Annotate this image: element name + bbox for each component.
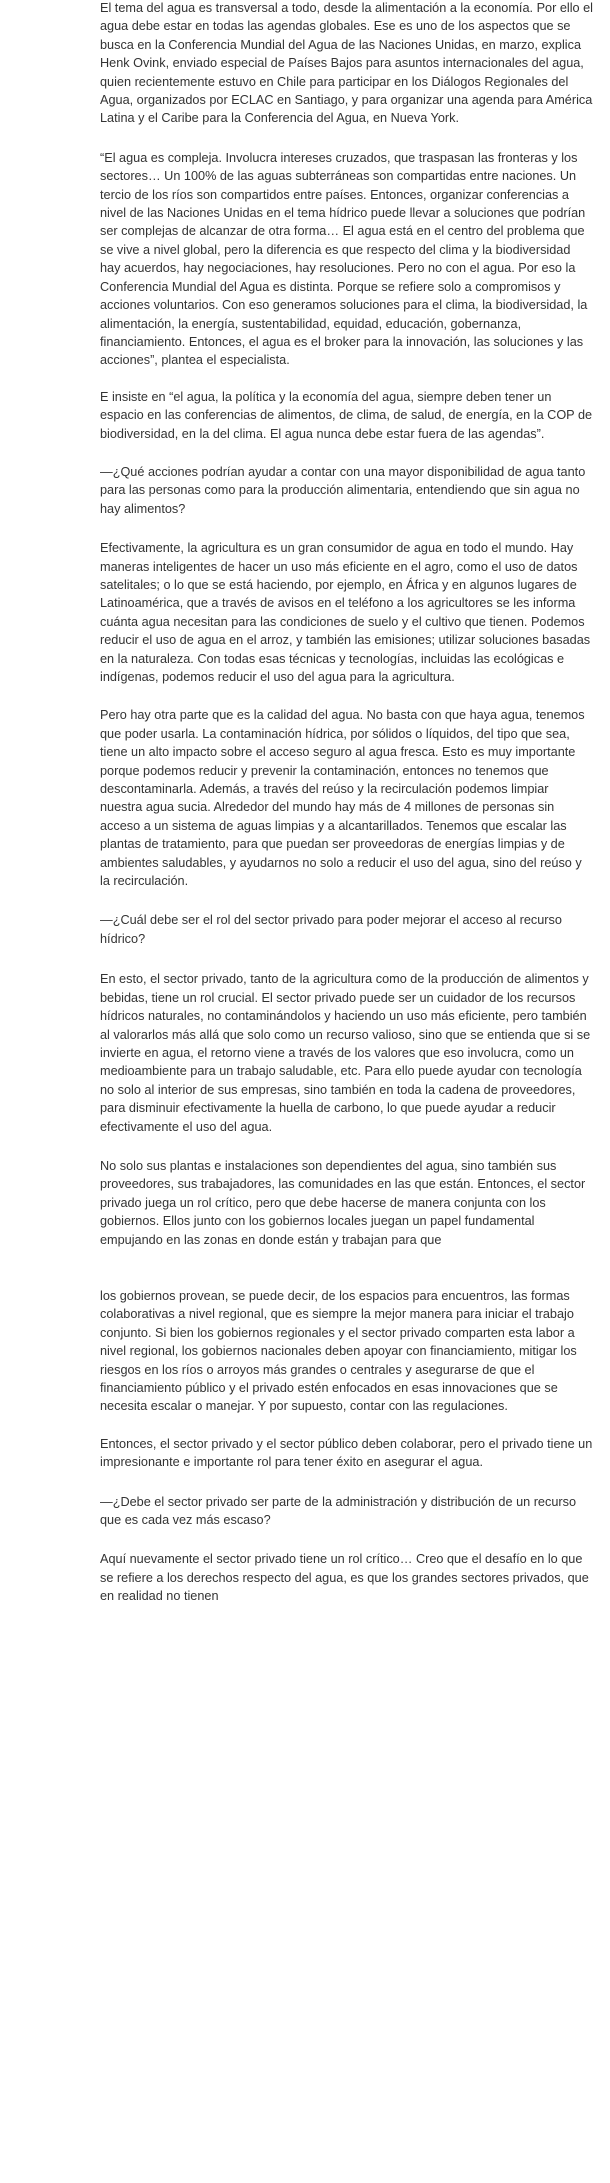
paragraph-quote: “El agua es compleja. Involucra intereses cruzados, que traspasan las fronteras y los sectores… Un 100% de las aguas subterráneas son compartidas entre naciones. Un tercio de los ríos son compartidos entre países. Entonces, organizar conferencias a nivel de las Naciones Unidas en el tema hídrico puede llevar a soluciones que podrían ser complejas de alcanzar de otra forma… El agua está en el centro del problema que se vive a nivel global, pero la diferencia es que respecto del clima y la biodiversidad hay acuerdos, hay negociaciones, hay resoluciones. Pero no con el agua. Por eso la Conferencia Mundial del Agua es distinta. Porque se refiere solo a compromisos y acciones voluntarios. Con eso generamos soluciones para el clima, la biodiversidad, la alimentación, la energía, sustentabilidad, equidad, educación, gobernanza, financiamiento. Entonces, el agua es el broker para la innovación, las soluciones y las acciones”, plantea el especialista. (100, 150, 588, 368)
paragraph-collaboration: Entonces, el sector privado y el sector público deben colaborar, pero el privado tiene un impresionante e importante rol para tener éxito en asegurar el agua. (100, 1436, 593, 1470)
paragraph-private-sector: En esto, el sector privado, tanto de la agricultura como de la producción de alimentos y bebidas, tiene un rol crucial. El sector privado puede ser un cuidador de los recursos hídricos naturales, no contaminándolos y haciendo un uso más eficiente, pero también al valorarlos más allá que solo como un recurso valioso, sino que se entienda que si se invierte en agua, el retorno viene a través de los valores que eso involucra, como un medioambiente para un trabajo saludable, etc. Para ello puede ayudar con tecnología no solo al interior de sus empresas, sino también en toda la cadena de proveedores, para disminuir efectivamente la huella de carbono, lo que puede ayudar a reducir efectivamente el uso del agua. (100, 972, 591, 1134)
paragraph-intro: El tema del agua es transversal a todo, desde la alimentación a la economía. Por ello el agua debe estar en todas las agendas globales. Ese es uno de los aspectos que se busca en la Conferencia Mundial del Agua de las Naciones Unidas, en marzo, explica Henk Ovink, enviado especial de Países Bajos para asuntos internacionales del agua, quien recientemente estuvo en Chile para participar en los Diálogos Regionales del Agua, organizados por ECLAC en Santiago, y para organizar una agenda para América Latina y el Caribe para la Conferencia del Agua, en Nueva York. (100, 1, 593, 126)
interview-question-1: —¿Qué acciones podrían ayudar a contar con una mayor disponibilidad de agua tanto para las personas como para la producción alimentaria, entendiendo que sin agua no hay alimentos? (100, 464, 586, 516)
paragraph-agriculture: Efectivamente, la agricultura es un gran consumidor de agua en todo el mundo. Hay maneras inteligentes de hacer un uso más eficiente en el agro, como el uso de datos satelitales; o lo que se está haciendo, por ejemplo, en África y en algunos lugares de Latinoamérica, que a través de avisos en el teléfono a los agricultores se les informa cuánta agua necesitan para las condiciones de suelo y el cultivo que tienen. Podemos reducir el uso de agua en el arroz, y también las emisiones; utilizar soluciones basadas en la naturaleza. Con todas esas técnicas y tecnologías, incluidas las ecológicas e indígenas, podemos reducir el uso del agua para la agricultura. (100, 541, 591, 684)
paragraph-water-quality: Pero hay otra parte que es la calidad del agua. No basta con que haya agua, tenemos que poder usarla. La contaminación hídrica, por sólidos o líquidos, del tipo que sea, tiene un alto impacto sobre el acceso seguro al agua fresca. Esto es muy importante porque podemos reducir y prevenir la contaminación, entonces no tenemos que descontaminarla. Además, a través del reúso y la recirculación podemos limpiar nuestra agua sucia. Alrededor del mundo hay más de 4 millones de personas sin acceso a un sistema de aguas limpias y a alcantarillados. Tenemos que escalar las plantas de tratamiento, para que puedan ser proveedoras de energías limpias y de ambientes saludables, y ayudarnos no solo a reducir el uso del agua, sino del reúso y la recirculación. (100, 708, 585, 889)
paragraph-rights: Aquí nuevamente el sector privado tiene un rol crítico… Creo que el desafío en lo que se refiere a los derechos respecto del agua, es que los grandes sectores privados, que en realidad no tienen (100, 1552, 589, 1604)
interview-question-3: —¿Debe el sector privado ser parte de la administración y distribución de un recurso que es cada vez más escaso? (100, 1494, 577, 1528)
paragraph-governments: los gobiernos provean, se puede decir, de los espacios para encuentros, las formas colaborativas a nivel regional, que es siempre la mejor manera para iniciar el trabajo conjunto. Si bien los gobiernos regionales y el sector privado comparten esta labor a nivel regional, los gobiernos nacionales deben apoyar con financiamiento, mitigar los riesgos en los ríos o arroyos más grandes o centrales y asegurarse de que el financiamiento público y el privado estén enfocados en esas innovaciones que se necesita escalar o manejar. Y por supuesto, contar con las regulaciones. (100, 1288, 577, 1414)
interview-question-2: —¿Cuál debe ser el rol del sector privado para poder mejorar el acceso al recurso hídrico? (100, 913, 562, 946)
paragraph-agendas: E insiste en “el agua, la política y la economía del agua, siempre deben tener un espacio en las conferencias de alimentos, de clima, de salud, de energía, en la COP de biodiversidad, en la del clima. El agua nunca debe estar fuera de las agendas”. (100, 389, 593, 441)
paragraph-dependence: No solo sus plantas e instalaciones son dependientes del agua, sino también sus proveedores, sus trabajadores, las comunidades en las que están. Entonces, el sector privado juega un rol crítico, pero que debe hacerse de manera conjunta con los gobiernos. Ellos junto con los gobiernos locales juegan un papel fundamental empujando en las zonas en donde están y trabajan para que (100, 1158, 586, 1247)
